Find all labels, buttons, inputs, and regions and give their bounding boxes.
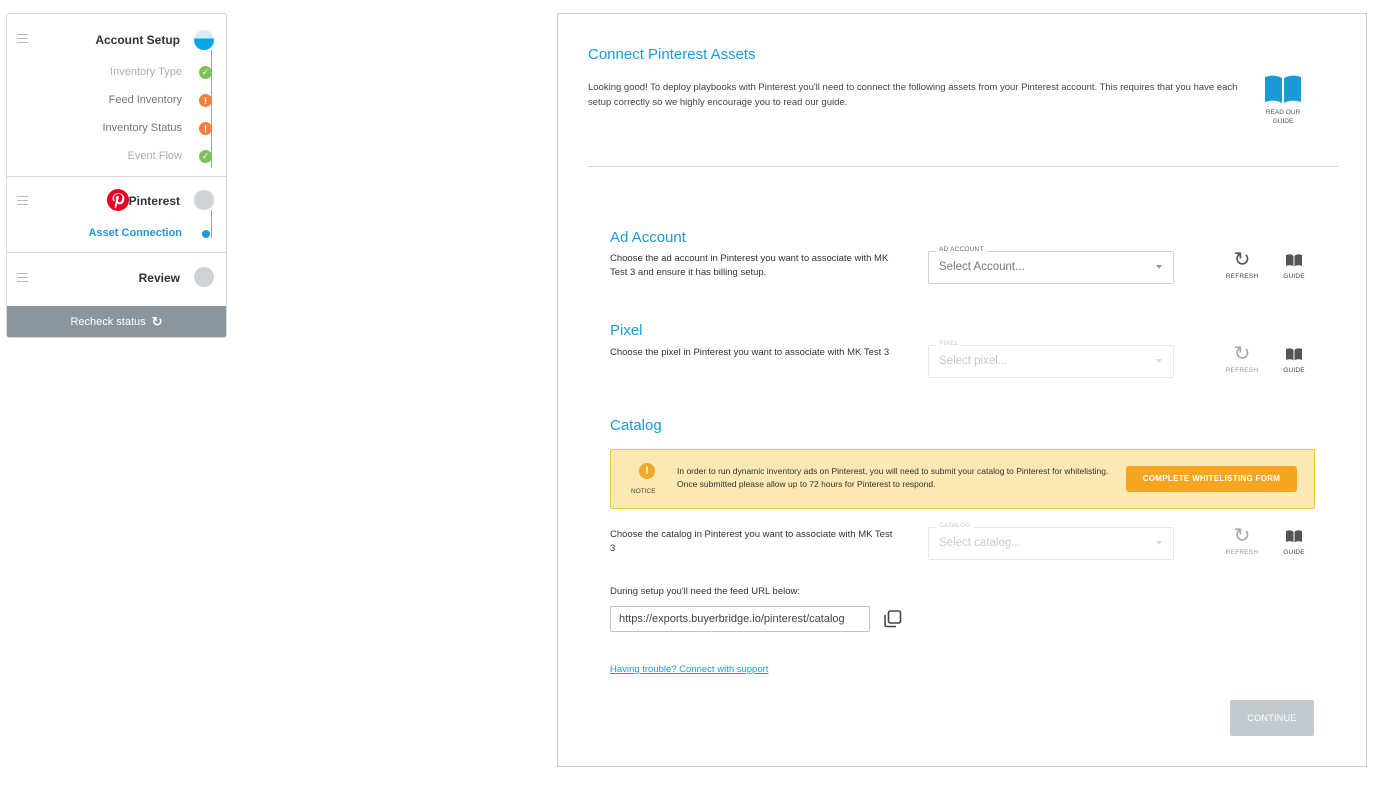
guide-label: GUIDE (1283, 367, 1305, 374)
guide-label: GUIDE (1283, 549, 1305, 556)
refresh-label: REFRESH (1225, 549, 1259, 556)
substep-inventory-status[interactable] (7, 115, 226, 143)
refresh-icon: ↻ (1233, 525, 1251, 547)
recheck-label: Recheck status (70, 315, 146, 328)
substep-label: Inventory Status (102, 122, 182, 134)
substep-label: Feed Inventory (108, 94, 182, 106)
notice-label: NOTICE (631, 488, 656, 495)
refresh-label: REFRESH (1225, 273, 1259, 280)
catalog-field-label: CATALOG (936, 522, 974, 529)
pinterest-logo-icon (107, 189, 129, 211)
step-pinterest[interactable] (7, 177, 226, 252)
whitelisting-notice (610, 449, 1315, 509)
read-guide-label: READ OUR GUIDE (1265, 109, 1301, 125)
substep-asset-connection[interactable] (7, 220, 226, 252)
step-progress-icon (194, 267, 214, 287)
ad-account-field-label: AD ACCOUNT (936, 246, 987, 253)
divider (588, 166, 1338, 167)
book-icon (1274, 526, 1314, 546)
refresh-label: REFRESH (1225, 367, 1259, 374)
drag-handle-icon[interactable] (17, 196, 28, 205)
substep-feed-inventory[interactable] (7, 87, 226, 115)
step-title: Review (138, 271, 180, 285)
feed-url-input[interactable]: https://exports.buyerbridge.io/pinterest/catalog (610, 606, 870, 632)
step-progress-icon (194, 190, 214, 210)
ad-account-guide-button[interactable] (1274, 250, 1314, 280)
book-icon (1274, 344, 1314, 364)
guide-label: GUIDE (1283, 273, 1305, 280)
intro-text: Looking good! To deploy playbooks with Pinterest you'll need to connect the following assets from your Pinterest account. This requires that you have each setup correctly so we highly encourage you to read our guide. (588, 82, 1238, 108)
refresh-icon: ↻ (1233, 249, 1251, 271)
continue-button[interactable]: CONTINUE (1230, 700, 1314, 736)
ad-account-placeholder: Select Account... (939, 261, 1025, 273)
progress-sidebar (6, 13, 227, 338)
catalog-select[interactable] (928, 522, 1174, 560)
step-review[interactable] (7, 253, 226, 301)
ad-account-description: Choose the ad account in Pinterest you want to associate with MK Test 3 and ensure it has billing setup. (610, 253, 889, 278)
recheck-status-button[interactable] (7, 306, 226, 337)
catalog-title: Catalog (610, 417, 662, 434)
chevron-down-icon (1156, 265, 1162, 269)
step-title: Account Setup (95, 33, 180, 47)
pixel-field-label: PIXEL (936, 340, 961, 347)
book-icon (1274, 250, 1314, 270)
drag-handle-icon[interactable] (17, 273, 28, 282)
chevron-down-icon (1156, 541, 1162, 545)
connect-assets-card (557, 13, 1367, 767)
drag-handle-icon[interactable] (17, 34, 28, 43)
check-icon: ✓ (199, 66, 212, 79)
feed-url-label: During setup you'll need the feed URL below: (610, 586, 800, 597)
step-account-setup[interactable] (7, 14, 226, 171)
substep-event-flow[interactable] (7, 143, 226, 171)
warning-icon: ! (199, 94, 212, 107)
step-title: Pinterest (128, 194, 180, 208)
page-title: Connect Pinterest Assets (588, 46, 756, 63)
refresh-icon: ↻ (151, 313, 163, 329)
support-link[interactable]: Having trouble? Connect with support (610, 664, 769, 675)
substep-inventory-type[interactable] (7, 59, 226, 87)
warning-icon: ! (199, 122, 212, 135)
pixel-refresh-button[interactable] (1222, 344, 1262, 374)
substep-label: Asset Connection (88, 227, 182, 239)
open-book-icon (1264, 74, 1302, 104)
check-icon: ✓ (199, 150, 212, 163)
chevron-down-icon (1156, 359, 1162, 363)
refresh-icon: ↻ (1233, 343, 1251, 365)
ad-account-title: Ad Account (610, 229, 686, 246)
warning-icon: ! (639, 463, 655, 479)
substep-label: Event Flow (127, 150, 182, 162)
copy-icon[interactable] (883, 610, 903, 628)
pixel-select[interactable] (928, 340, 1174, 378)
notice-text: In order to run dynamic inventory ads on Pinterest, you will need to submit your catalog to Pinterest for whitelisting. Once submitted please allow up to 72 hours for Pinterest to respond. (677, 466, 1109, 489)
ad-account-select[interactable] (928, 246, 1174, 284)
pixel-placeholder: Select pixel... (939, 355, 1008, 367)
catalog-description: Choose the catalog in Pinterest you want to associate with MK Test 3 (610, 529, 893, 554)
pixel-description: Choose the pixel in Pinterest you want to associate with MK Test 3 (610, 347, 890, 358)
catalog-guide-button[interactable] (1274, 526, 1314, 556)
catalog-refresh-button[interactable] (1222, 526, 1262, 556)
read-guide-button[interactable] (1258, 74, 1308, 126)
pixel-guide-button[interactable] (1274, 344, 1314, 374)
complete-whitelisting-form-button[interactable]: COMPLETE WHITELISTING FORM (1126, 466, 1297, 492)
ad-account-refresh-button[interactable] (1222, 250, 1262, 280)
pixel-title: Pixel (610, 322, 643, 339)
substep-label: Inventory Type (110, 66, 182, 78)
current-step-dot (202, 230, 210, 238)
step-progress-icon (194, 30, 214, 50)
catalog-placeholder: Select catalog... (939, 537, 1021, 549)
